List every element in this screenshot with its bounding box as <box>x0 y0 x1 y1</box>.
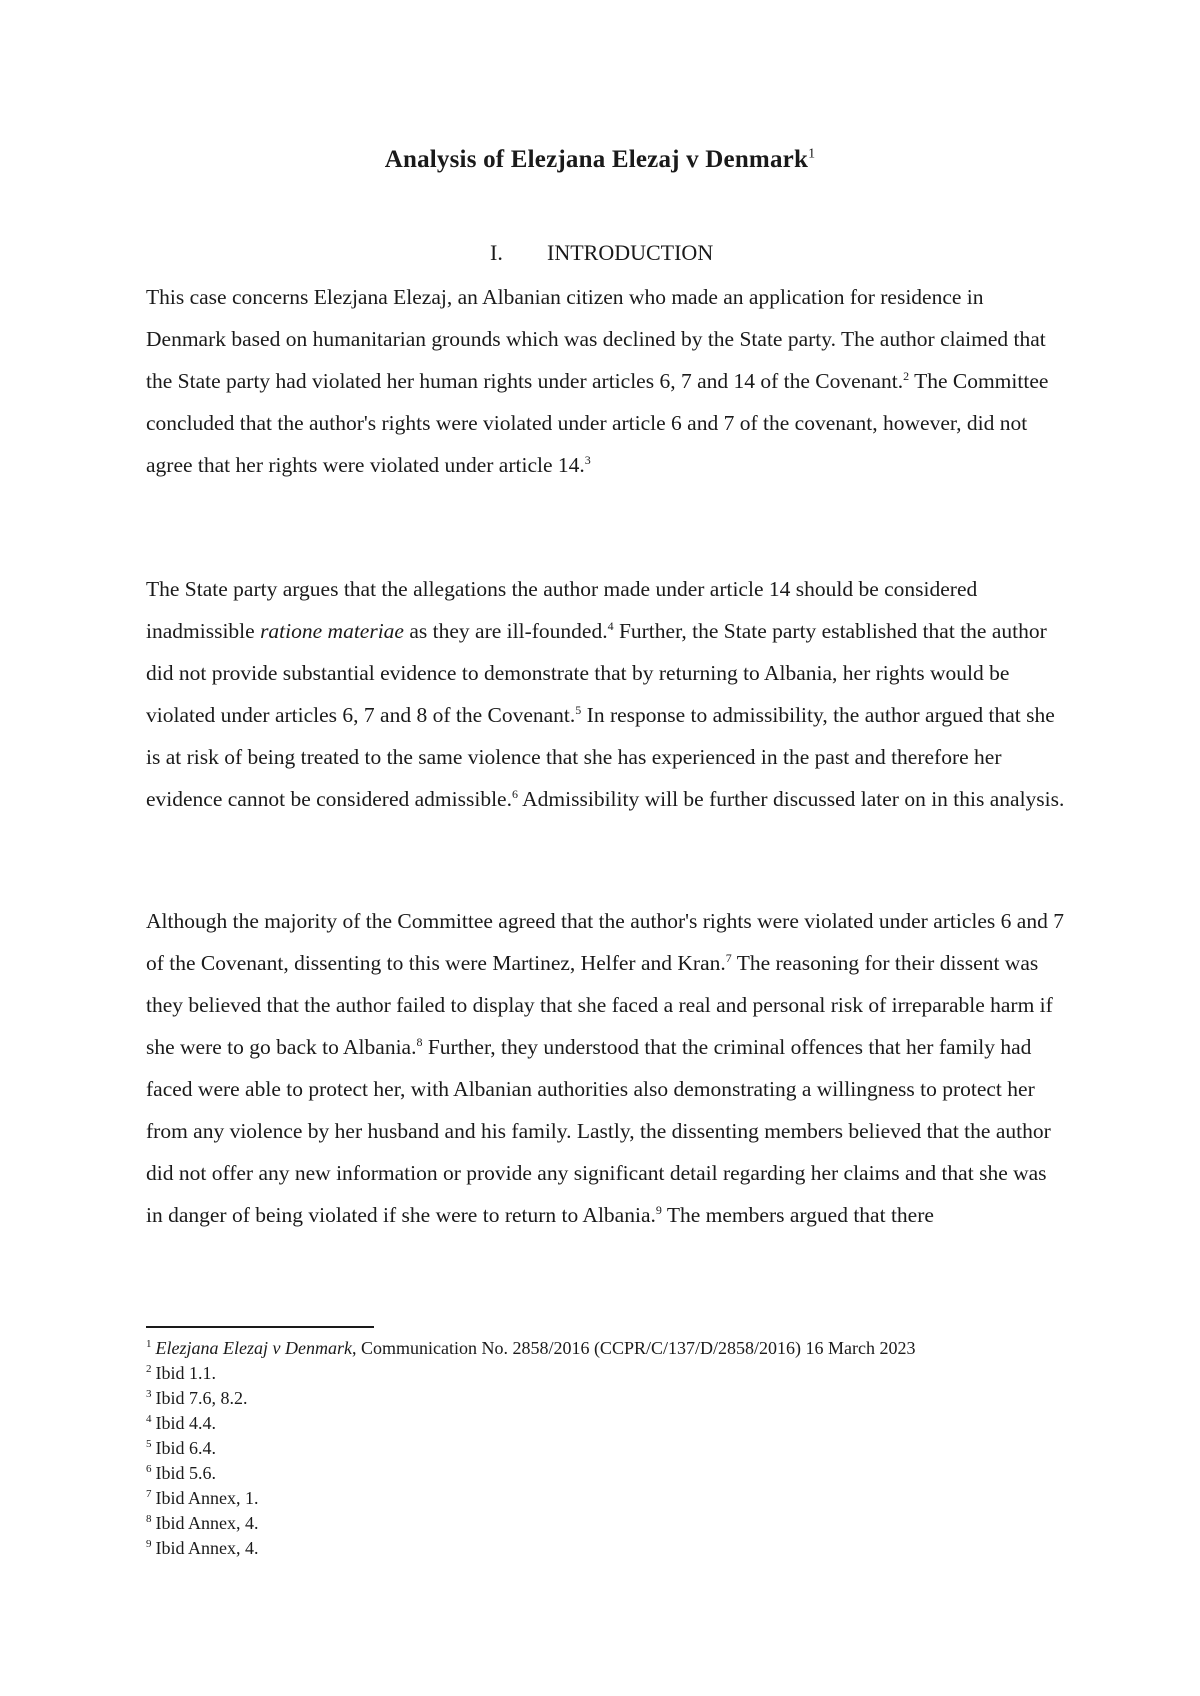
footnote-number: 5 <box>146 1438 152 1450</box>
footnote-number: 8 <box>146 1513 152 1525</box>
text-run: The reasoning for their dissent was they believed that the author failed to display that she faced a real and personal risk of irreparable harm if she were to go back to Albania. <box>146 951 1053 1059</box>
text-run: This case concerns Elezjana Elezaj, an Albanian citizen who made an application for residence in Denmark based on humanitarian grounds which was declined by the State party. The author claimed that the State party had violated her human rights under articles 6, 7 and 14 of the Covenant. <box>146 285 1046 393</box>
footnote-item <box>146 1536 1066 1561</box>
footnote-item <box>146 1511 1066 1536</box>
footnote-ref: 1 <box>808 146 816 162</box>
footnote-number: 3 <box>146 1388 152 1400</box>
footnote-text: Ibid 1.1. <box>155 1363 216 1383</box>
footnote-italic: Elezjana Elezaj v Denmark <box>155 1338 352 1358</box>
footnote-number: 2 <box>146 1363 152 1375</box>
footnote-text: , Communication No. 2858/2016 (CCPR/C/137/D/2858/2016) 16 March 2023 <box>351 1338 916 1358</box>
footnote-ref: 7 <box>725 950 732 965</box>
footnote-ref: 8 <box>416 1034 423 1049</box>
footnote-text: Ibid Annex, 4. <box>155 1513 259 1533</box>
text-run: In response to admissibility, the author argued that she is at risk of being treated to the same violence that she has experienced in the past and therefore her evidence cannot be considered admissible. <box>146 703 1055 811</box>
footnote-ref: 6 <box>511 786 518 801</box>
footnote-number: 4 <box>146 1413 152 1425</box>
footnote-text: Ibid 7.6, 8.2. <box>155 1388 248 1408</box>
text-run: The members argued that there <box>661 1203 934 1227</box>
footnote-number: 7 <box>146 1488 152 1500</box>
title-text: Analysis of Elezjana Elezaj v Denmark <box>384 146 809 173</box>
footnote-text: Ibid 5.6. <box>155 1463 216 1483</box>
paragraph-2 <box>146 568 1066 820</box>
footnote-item <box>146 1386 1066 1411</box>
text-run: The State party argues that the allegations the author made under article 14 should be considered inadmissible <box>146 577 978 643</box>
paragraph-text <box>146 900 1066 1236</box>
footnote-number: 9 <box>146 1538 152 1550</box>
section-heading <box>490 240 713 266</box>
footnote-item <box>146 1361 1066 1386</box>
footnote-text: Ibid 4.4. <box>155 1413 216 1433</box>
italic-term: ratione materiae <box>260 619 404 643</box>
text-run: Further, the State party established that the author did not provide substantial evidence to demonstrate that by returning to Albania, her rights would be violated under articles 6, 7 and 8 of the Covenant. <box>146 619 1047 727</box>
text-run: as they are ill-founded. <box>403 619 608 643</box>
paragraph-text <box>146 276 1066 486</box>
paragraph-3 <box>146 900 1066 1236</box>
text-run: Although the majority of the Committee agreed that the author's rights were violated under articles 6 and 7 of the Covenant, dissenting to this were Martinez, Helfer and Kran. <box>146 909 1064 975</box>
text-run: The Committee concluded that the author's rights were violated under article 6 and 7 of the covenant, however, did not agree that her rights were violated under article 14. <box>146 369 1049 477</box>
footnote-divider <box>146 1326 374 1328</box>
footnote-text: Ibid 6.4. <box>155 1438 216 1458</box>
section-number: I. <box>490 240 503 265</box>
footnote-number: 1 <box>146 1338 152 1350</box>
section-label: INTRODUCTION <box>547 240 714 265</box>
footnotes <box>146 1336 1066 1561</box>
footnote-text: Ibid Annex, 1. <box>155 1488 259 1508</box>
footnote-item <box>146 1436 1066 1461</box>
text-run: Admissibility will be further discussed later on in this analysis. <box>517 787 1065 811</box>
footnote-ref: 2 <box>903 368 910 383</box>
footnote-ref: 9 <box>655 1202 662 1217</box>
text-run: Further, they understood that the criminal offences that her family had faced were able to protect her, with Albanian authorities also demonstrating a willingness to protect her from any violence by her husband and his family. Lastly, the dissenting members believed that the author did not offer any new information or provide any significant detail regarding her claims and that she was in danger of being violated if she were to return to Albania. <box>146 1035 1051 1227</box>
page-title <box>0 146 1200 174</box>
footnote-item <box>146 1336 1066 1361</box>
footnote-text: Ibid Annex, 4. <box>155 1538 259 1558</box>
paragraph-1 <box>146 276 1066 486</box>
footnote-ref: 5 <box>575 702 582 717</box>
footnote-number: 6 <box>146 1463 152 1475</box>
footnote-ref: 4 <box>607 618 614 633</box>
footnote-ref: 3 <box>584 452 591 467</box>
footnote-item <box>146 1486 1066 1511</box>
footnote-item <box>146 1411 1066 1436</box>
paragraph-text <box>146 568 1066 820</box>
footnote-item <box>146 1461 1066 1486</box>
